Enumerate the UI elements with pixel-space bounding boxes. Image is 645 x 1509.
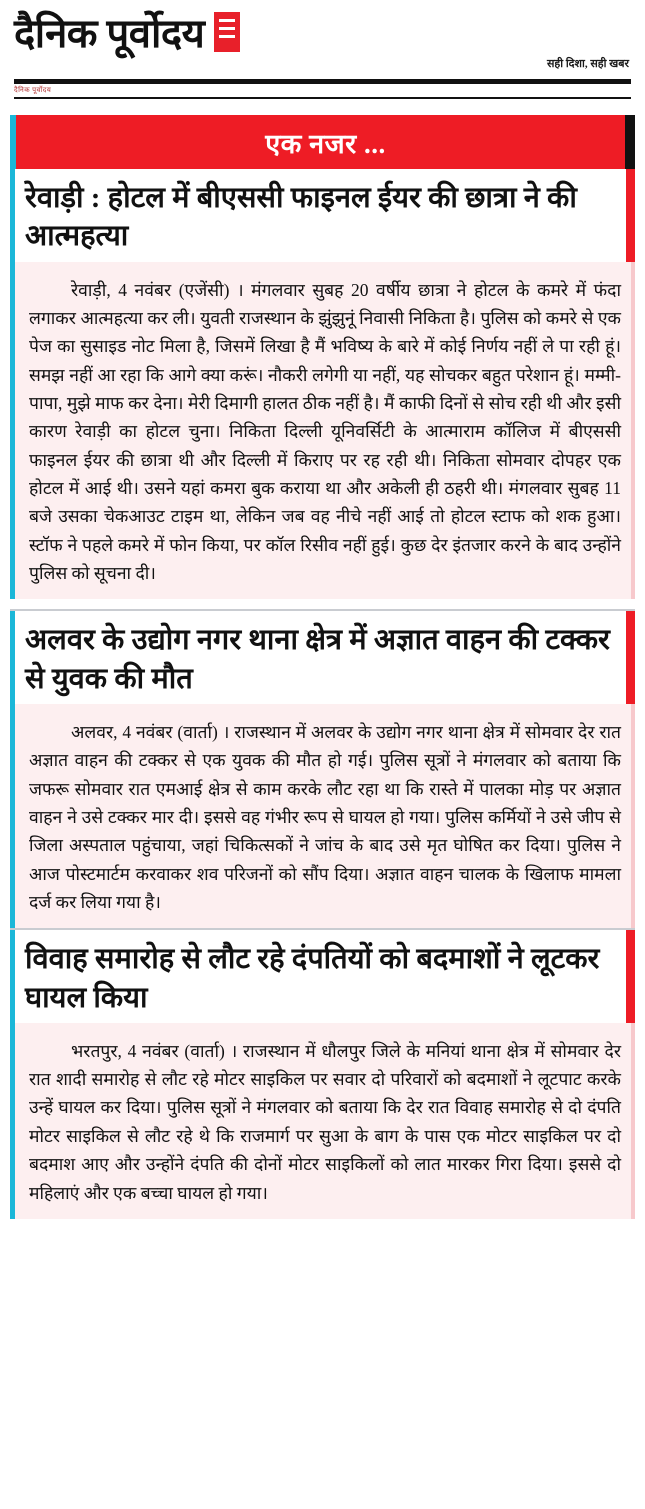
masthead-row xyxy=(14,12,631,54)
article-3-headline-block xyxy=(10,930,635,1023)
article-3-headline: विवाह समारोह से लौट रहे दंपतियों को बदमाशों ने लूटकर घायल किया xyxy=(25,943,600,1014)
article-1-dateline: रेवाड़ी, 4 नवंबर (एजेंसी) । xyxy=(71,279,244,300)
spacer xyxy=(0,599,645,609)
section-band-inner xyxy=(16,115,635,169)
article-2-body xyxy=(29,718,621,916)
brand-tagline: सही दिशा, सही खबर xyxy=(546,58,629,70)
article-2-headline-block xyxy=(10,611,635,704)
article-2-body-block xyxy=(10,704,635,928)
article-2 xyxy=(10,611,635,928)
article-3-text: राजस्थान में धौलपुर जिले के मनियां थाना क्षेत्र में सोमवार देर रात शादी समारोह से लौट रहे मोटर साइकिल पर सवार दो परिवारों को बदमाशों ने लूटपाट करके उन्हें घायल कर दिया। पुलिस सूत्रों ने मंगलवार को बताया कि देर रात विवाह समारोह से दो दंपति मोटर साइकिल से लौट रहे थे कि राजमार्ग पर सुआ के बाग के पास एक मोटर साइकिल पर दो बदमाश आए और उन्होंने दंपति की दोनों मोटर साइकिलों को लात मारकर गिरा दिया। इससे दो महिलाएं और एक बच्चा घायल हो गया। xyxy=(29,1040,622,1203)
brand-title: दैनिक पूर्वोदय xyxy=(14,11,205,56)
article-1 xyxy=(10,169,635,599)
article-1-headline-block xyxy=(10,169,635,262)
bottom-padding xyxy=(0,1219,645,1233)
masthead-rule-thick xyxy=(14,79,631,84)
article-3 xyxy=(10,930,635,1219)
article-3-body xyxy=(29,1037,621,1207)
masthead xyxy=(0,0,645,75)
article-3-body-block xyxy=(10,1023,635,1219)
brand-logo-icon xyxy=(214,12,240,52)
article-2-headline: अलवर के उद्योग नगर थाना क्षेत्र में अज्ञात वाहन की टक्कर से युवक की मौत xyxy=(25,624,610,695)
section-band xyxy=(10,115,635,169)
article-2-dateline: अलवर, 4 नवंबर (वार्ता) । xyxy=(71,721,230,742)
article-2-text: राजस्थान में अलवर के उद्योग नगर थाना क्षेत्र में सोमवार देर रात अज्ञात वाहन की टक्कर से एक युवक की मौत हो गई। पुलिस सूत्रों ने मंगलवार को बताया कि जफरू सोमवार रात एमआई क्षेत्र से काम करके लौट रहा था कि रास्ते में पालका मोड़ पर अज्ञात वाहन ने उसे टक्कर मार दी। इससे वह गंभीर रूप से घायल हो गया। पुलिस कर्मियों ने उसे जीप से जिला अस्पताल पहुंचाया, जहां चिकित्सकों ने जांच के बाद उसे मृत घोषित कर दिया। पुलिस ने आज पोस्टमार्टम करवाकर शव परिजनों को सौंप दिया। अज्ञात वाहन चालक के खिलाफ मामला दर्ज कर लिया गया है। xyxy=(29,721,621,912)
article-1-body xyxy=(29,276,621,588)
masthead-fineprint: दैनिक पूर्वोदय xyxy=(14,86,52,94)
article-1-body-block xyxy=(10,262,635,600)
section-title: एक नजर ... xyxy=(265,128,386,159)
article-1-text: मंगलवार सुबह 20 वर्षीय छात्रा ने होटल के कमरे में फंदा लगाकर आत्महत्या कर ली। युवती राजस्थान के झुंझुनूं निवासी निकिता है। पुलिस को कमरे से एक पेज का सुसाइड नोट मिला है, जिसमें लिखा है मैं भविष्य के बारे में कोई निर्णय नहीं ले पा रही हूं। समझ नहीं आ रहा कि आगे क्या करूं। नौकरी लगेगी या नहीं, यह सोचकर बहुत परेशान हूं। मम्मी-पापा, मुझे माफ कर देना। मेरी दिमागी हालत ठीक नहीं है। मैं काफी दिनों से सोच रही थी और इसी कारण रेवाड़ी का होटल चुना। निकिता दिल्ली यूनिवर्सिटी के आत्माराम कॉलिज में बीएससी फाइनल ईयर की छात्रा थी और दिल्ली में किराए पर रह रही थी। निकिता सोमवार दोपहर एक होटल में आई थी। उसने यहां कमरा बुक कराया था और अकेली ही ठहरी थी। मंगलवार सुबह 11 बजे उसका चेकआउट टाइम था, लेकिन जब वह नीचे नहीं आई तो होटल स्टाफ को शक हुआ। स्टॉफ ने पहले कमरे में फोन किया, पर कॉल रिसीव नहीं हुई। कुछ देर इंतजार करने के बाद उन्होंने पुलिस को सूचना दी। xyxy=(29,279,621,583)
article-3-dateline: भरतपुर, 4 नवंबर (वार्ता) । xyxy=(71,1040,238,1061)
masthead-rule-thin xyxy=(14,97,631,99)
article-1-headline: रेवाड़ी : होटल में बीएससी फाइनल ईयर की छात्रा ने की आत्महत्या xyxy=(25,182,577,253)
